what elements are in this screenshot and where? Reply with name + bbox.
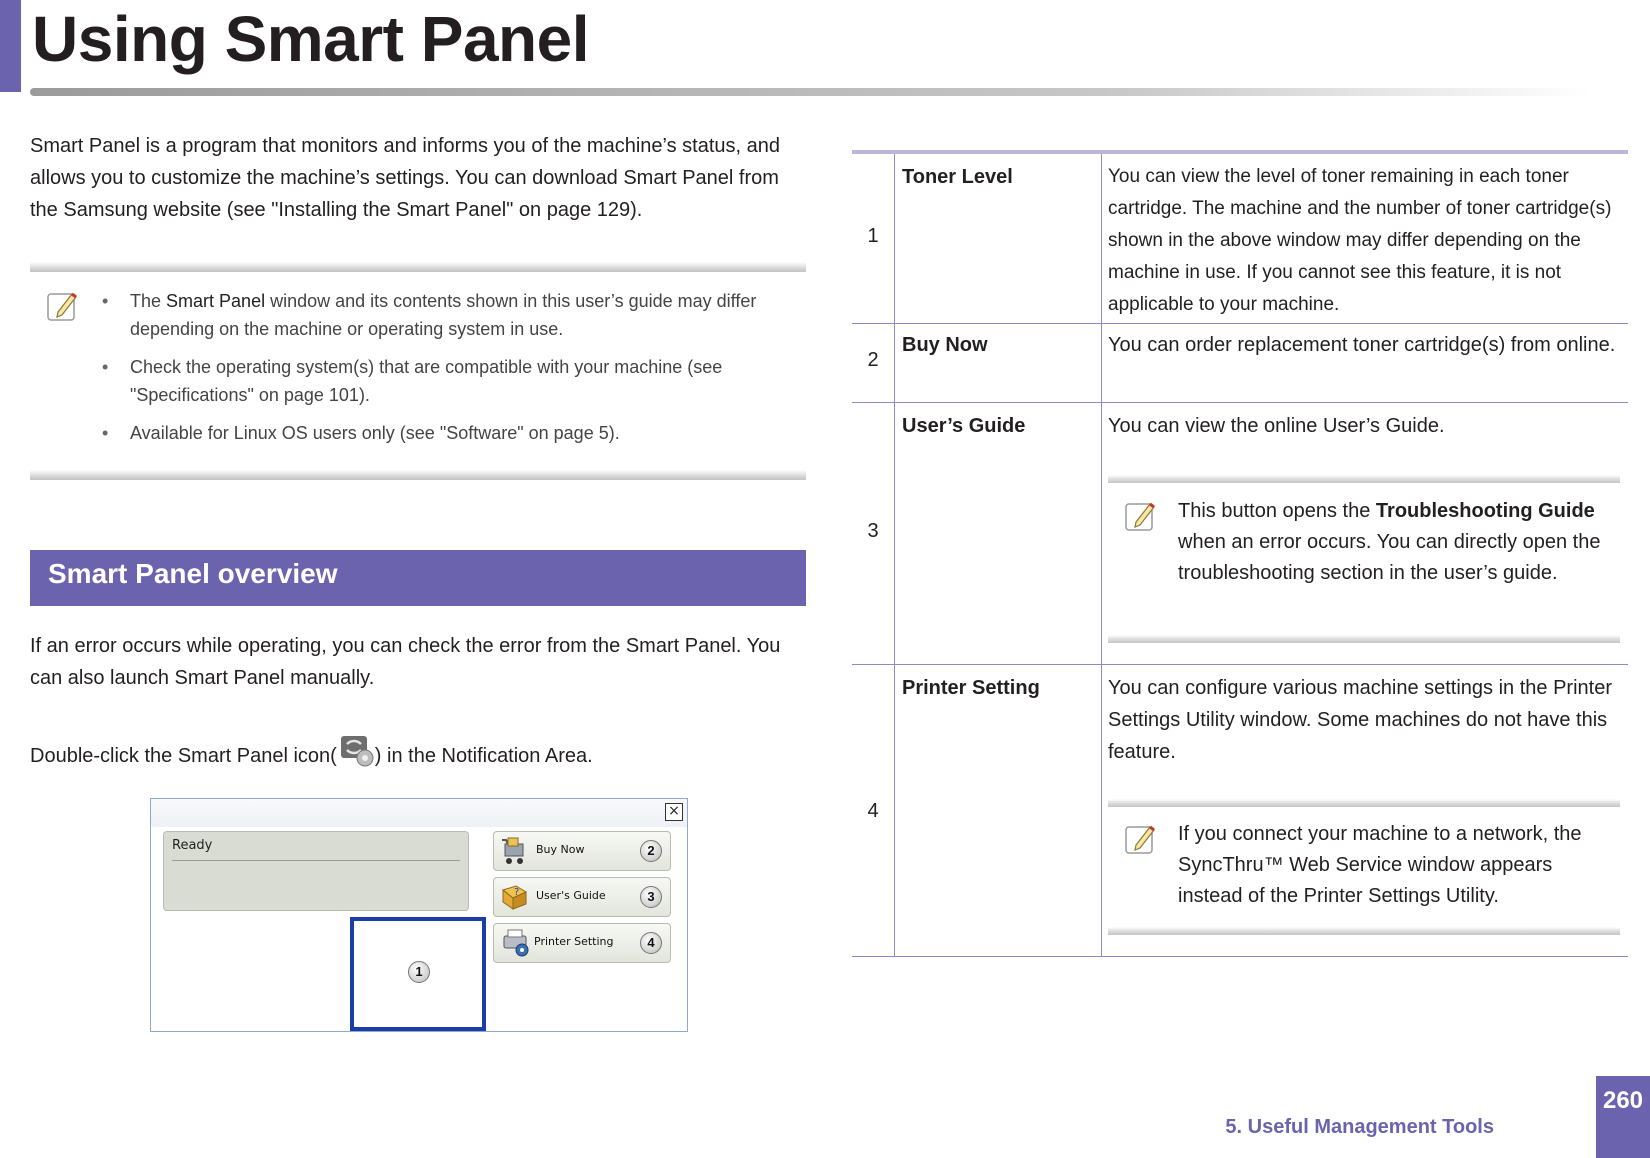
row-number: 3 (867, 520, 879, 542)
row-description: You can configure various machine settings in the Printer Settings Utility window. Some machines do not have this feature. (1108, 677, 1612, 763)
section-heading-bar (30, 550, 806, 606)
note-item (116, 287, 806, 343)
callout-badge: 2 (640, 840, 662, 862)
note-bottom-bar (30, 470, 806, 480)
pencil-note-icon (1124, 821, 1158, 862)
printer-setting-label: Printer Setting (534, 935, 614, 948)
row-number: 1 (867, 225, 879, 247)
note-top-bar (30, 262, 806, 272)
note-top-bar (1108, 475, 1620, 483)
note-text: This button opens the (1178, 500, 1376, 522)
page-number: 260 (1596, 1076, 1650, 1158)
buy-now-label: Buy Now (536, 843, 585, 856)
table-row (852, 154, 1628, 324)
callout-badge: 1 (408, 961, 430, 983)
note-text: when an error occurs. You can directly open the troubleshooting section in the user’s guide. (1178, 531, 1601, 584)
callout-badge: 4 (640, 932, 662, 954)
intro-paragraph: Smart Panel is a program that monitors and informs you of the machine’s status, and allows you to customize the machine’s settings. You can download Smart Panel from the Samsung website (see "Installing the Smart Panel" on page 129). (30, 135, 780, 221)
note-bold-term: Troubleshooting Guide (1375, 500, 1595, 522)
row-note: If you connect your machine to a network, the SyncThru™ Web Service window appears instead of the Printer Settings Utility. (1178, 823, 1582, 907)
row-description: You can view the online User’s Guide. (1108, 415, 1445, 437)
note-item: • Available for Linux OS users only (see "Software" on page 5). (116, 419, 806, 447)
row-number: 4 (867, 800, 879, 822)
users-guide-button[interactable] (493, 877, 671, 917)
users-guide-label: User's Guide (536, 889, 606, 902)
pencil-note-icon (46, 288, 80, 324)
note-item-term: Smart Panel (166, 291, 266, 311)
header-accent-bar (0, 0, 21, 92)
row-number: 2 (867, 349, 879, 371)
paragraph-text-before: Double-click the Smart Panel icon( (30, 745, 337, 767)
row-term: Printer Setting (902, 677, 1040, 699)
note-bottom-bar (1108, 635, 1620, 643)
note-item-rest: window and its contents shown in this user’s guide may differ depending on the machine or operating system in use. (130, 291, 757, 339)
footer-chapter: 5. Useful Management Tools (1225, 1116, 1494, 1138)
row-term: Buy Now (902, 334, 988, 356)
paragraph-text-after: ) in the Notification Area. (374, 745, 593, 767)
cart-icon (500, 836, 530, 871)
section-paragraph-2 (30, 734, 810, 772)
smart-panel-screenshot (150, 798, 688, 1032)
window-titlebar (151, 799, 687, 827)
table-row (852, 324, 1628, 403)
svg-text:?: ? (514, 887, 520, 898)
row-term: Toner Level (902, 166, 1013, 188)
section-paragraph-1: If an error occurs while operating, you can check the error from the Smart Panel. You can also launch Smart Panel manually. (30, 635, 781, 689)
section-title: Smart Panel overview (48, 558, 338, 589)
note-item-prefix: The (130, 291, 167, 311)
note-item: • Check the operating system(s) that are compatible with your machine (see "Specifications" on page 101). (116, 353, 806, 409)
toner-level-area (350, 917, 486, 1031)
note-list (116, 287, 806, 457)
row-term: User’s Guide (902, 415, 1026, 437)
status-text: Ready (172, 838, 213, 853)
note-top-bar (1108, 799, 1620, 807)
row-description: You can view the level of toner remaining in each toner cartridge. The machine and the number of toner cartridge(s) shown in the above window may differ depending on the machine in use. If you cannot see this feature, it is not applicable to your machine. (1108, 166, 1612, 315)
guide-book-icon (500, 882, 530, 917)
callout-badge: 3 (640, 886, 662, 908)
status-divider (172, 860, 460, 861)
status-panel (163, 831, 469, 911)
printer-gear-icon (500, 928, 532, 963)
page-title: Using Smart Panel (32, 3, 589, 75)
title-divider (30, 88, 1590, 96)
pencil-note-icon (1124, 498, 1158, 539)
close-icon[interactable]: × (665, 803, 683, 821)
table-row (852, 403, 1628, 665)
smart-panel-icon (337, 734, 375, 768)
note-bottom-bar (1108, 927, 1620, 935)
table-row (852, 665, 1628, 957)
printer-setting-button[interactable] (493, 923, 671, 963)
buy-now-button[interactable] (493, 831, 671, 871)
row-note (1178, 496, 1620, 589)
row-description: You can order replacement toner cartridge(s) from online. (1108, 334, 1616, 356)
